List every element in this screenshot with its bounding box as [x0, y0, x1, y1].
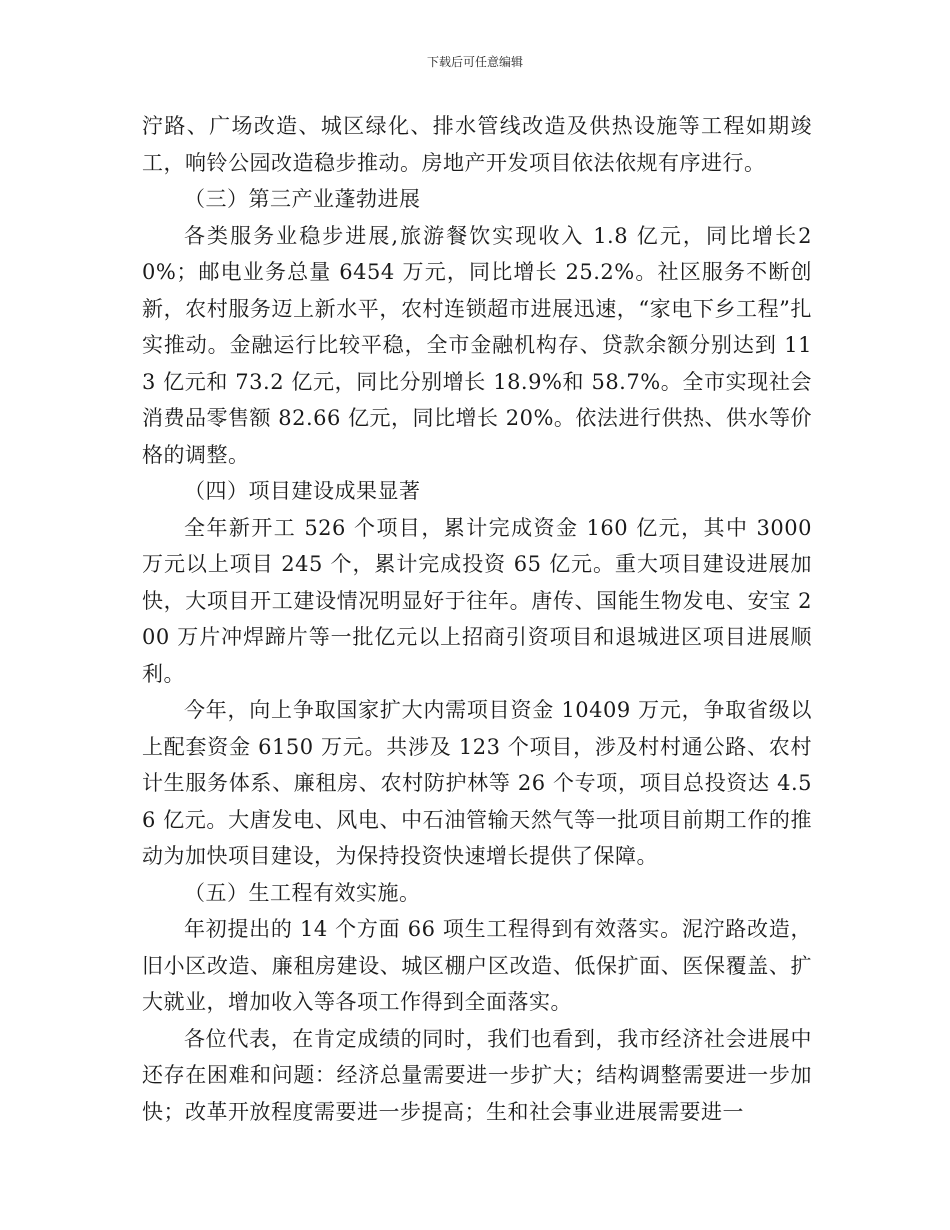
paragraph-services: 各类服务业稳步进展,旅游餐饮实现收入 1.8 亿元，同比增长20%；邮电业务总量 6454 万元，同比增长 25.2%。社区服务不断创新，农村服务迈上新水平，农村连锁超市进展迅速，“家电下乡工程”扎实推动。金融运行比较平稳，全市金融机构存、贷款余额分别达到 113 亿元和 73.2 亿元，同比分别增长 18.9%和 58.7%。全市实现社会消费品零售额 82.66 亿元，同比增长 20%。依法进行供热、供水等价格的调整。	[142, 223, 812, 467]
section-heading-project-construction: （四）项目建设成果显著	[184, 479, 421, 503]
paragraph-continued: 泞路、广场改造、城区绿化、排水管线改造及供热设施等工程如期竣工，响铃公园改造稳步推动。房地产开发项目依法依规有序进行。	[142, 114, 812, 175]
paragraph-problems: 各位代表，在肯定成绩的同时，我们也看到，我市经济社会进展中还存在困难和问题：经济总量需要进一步扩大；结构调整需要进一步加快；改革开放程度需要进一步提高；生和社会事业进展需要进一	[142, 1026, 812, 1124]
page-header: 下载后可任意编辑	[426, 55, 523, 69]
paragraph-funding: 今年，向上争取国家扩大内需项目资金 10409 万元，争取省级以上配套资金 6150 万元。共涉及 123 个项目，涉及村村通公路、农村计生服务体系、廉租房、农村防护林等 26 个专项，项目总投资达 4.56 亿元。大唐发电、风电、中石油管输天然气等一批项目前期工作的推动为加快项目建设，为保持投资快速增长提供了保障。	[142, 698, 812, 868]
paragraph-livelihood: 年初提出的 14 个方面 66 项生工程得到有效落实。泥泞路改造，旧小区改造、廉租房建设、城区棚户区改造、低保扩面、医保覆盖、扩大就业，增加收入等各项工作得到全面落实。	[142, 917, 812, 1014]
paragraph-new-projects: 全年新开工 526 个项目，累计完成资金 160 亿元，其中 3000 万元以上项目 245 个，累计完成投资 65 亿元。重大项目建设进展加快，大项目开工建设情况明显好于往年。唐传、国能生物发电、安宝 200 万片冲焊蹄片等一批亿元以上招商引资项目和退城进区项目进展顺利。	[142, 515, 812, 686]
document-body	[142, 108, 812, 1130]
section-heading-tertiary-industry: （三）第三产业蓬勃进展	[184, 187, 421, 211]
section-heading-livelihood-projects: （五）生工程有效实施。	[184, 880, 421, 905]
